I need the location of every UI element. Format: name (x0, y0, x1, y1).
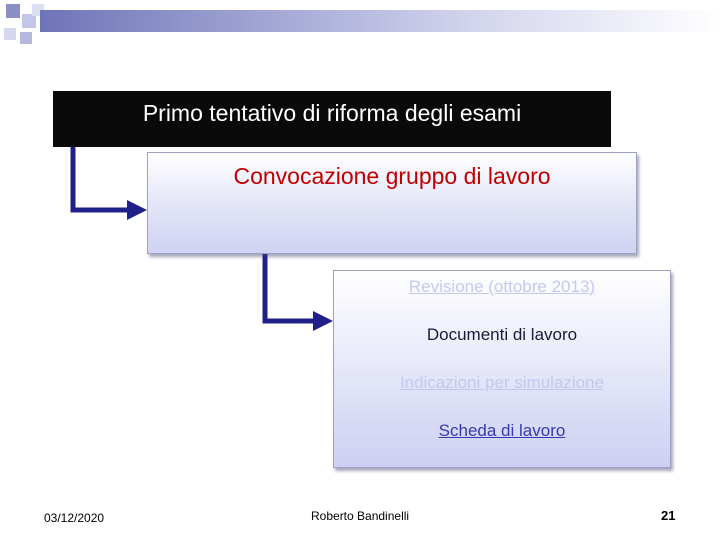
arrow-to-documenti (265, 253, 326, 321)
convocazione-box (147, 152, 637, 254)
convocazione-text: Convocazione gruppo di lavoro (233, 163, 551, 189)
link-scheda[interactable]: Scheda di lavoro (438, 421, 566, 440)
page-number: 21 (661, 508, 676, 523)
documenti-label: Documenti di lavoro (426, 325, 578, 344)
slide-title (53, 91, 611, 147)
link-revisione[interactable]: Revisione (ottobre 2013) (408, 277, 596, 296)
link-indicazioni[interactable]: Indicazioni per simulazione (399, 373, 605, 392)
slide-title-text: Primo tentativo di riforma degli esami (142, 100, 522, 126)
documenti-box (333, 270, 671, 468)
footer-author: Roberto Bandinelli (311, 509, 410, 523)
arrow-to-convocazione (73, 146, 140, 210)
footer-date: 03/12/2020 (44, 511, 105, 525)
